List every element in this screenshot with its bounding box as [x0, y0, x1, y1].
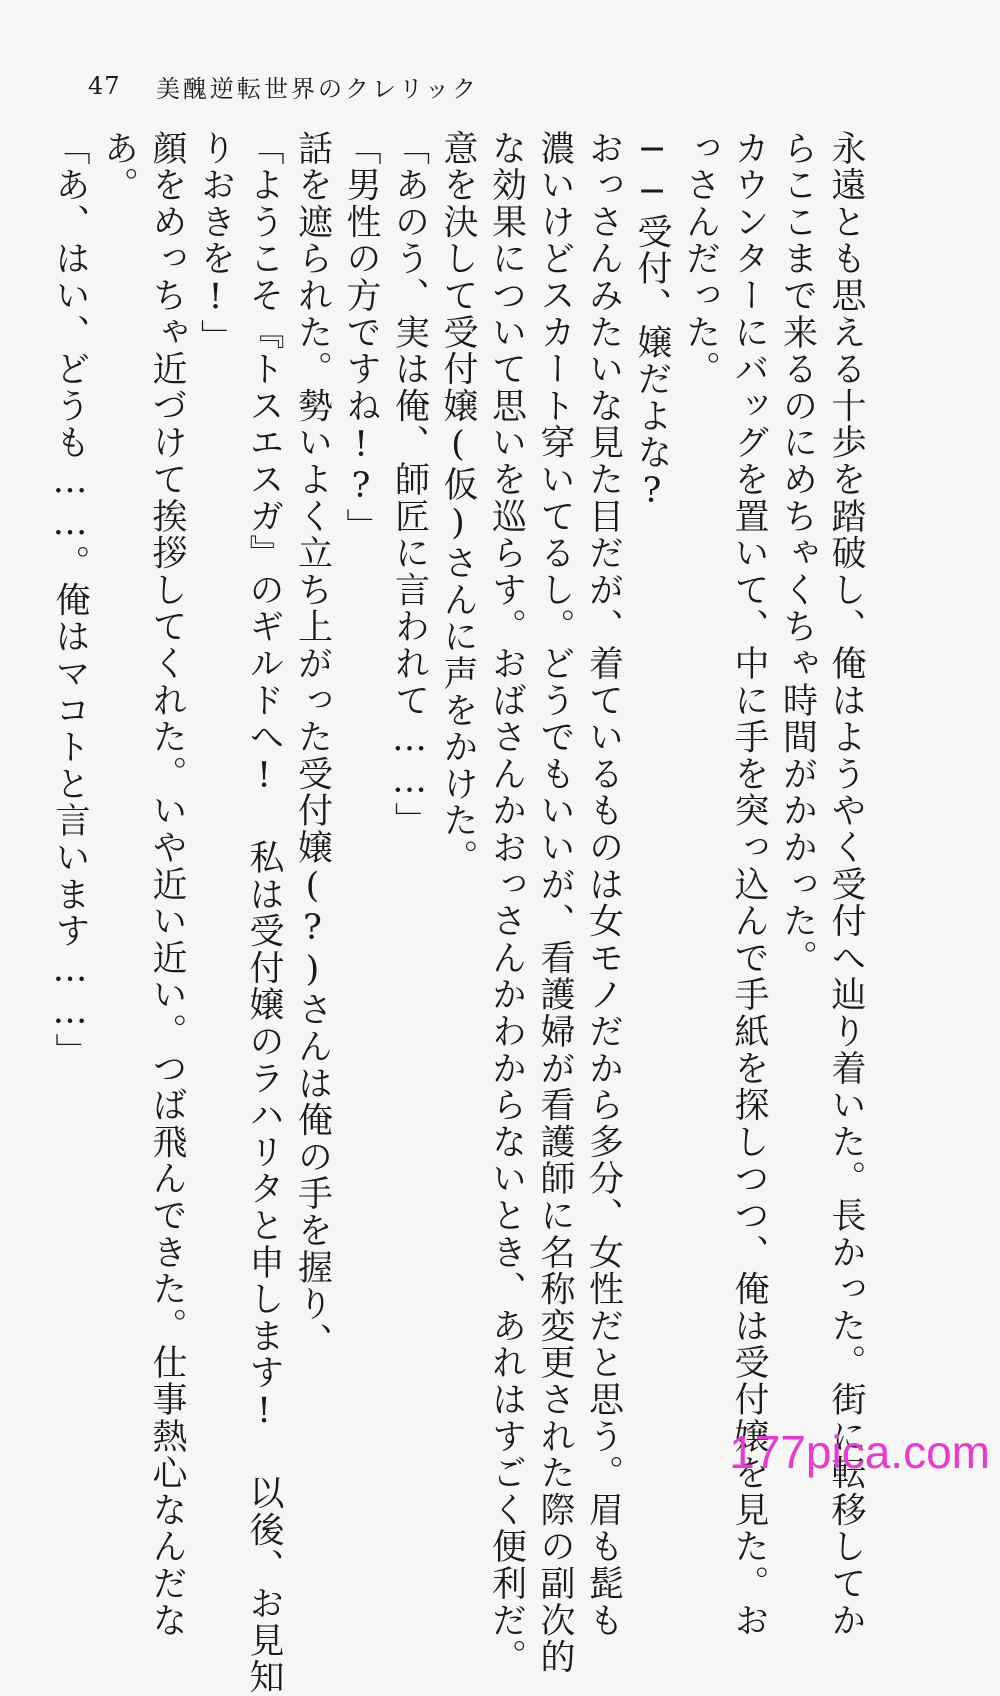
- text-line-4: っさんだった。: [680, 130, 721, 388]
- text-line-6: おっさんみたいな見た目だが、着ているものは女モノだから多分、女性だと思う。眉も髭も: [583, 130, 624, 1639]
- text-line-7: 濃いけどスカート穿いてるし。どうでもいいが、看護婦が看護師に名称変更された際の副次的: [535, 130, 575, 1676]
- text-line-10: 「あのう、実は俺、師匠に言われて……」: [389, 130, 430, 840]
- text-line-3: カウンターにバッグを置いて、中に手を突っ込んで手紙を探しつつ、俺は受付嬢を見た。お: [729, 130, 769, 1639]
- text-line-16: あ。: [98, 130, 139, 204]
- text-line-5: ──受付、嬢だよな?: [632, 130, 672, 513]
- watermark: 177pica.com: [729, 1426, 990, 1478]
- text-line-12: 話を遮られた。勢いよく立ち上がった受付嬢(?)さんは俺の手を握り、: [292, 130, 333, 1360]
- text-line-13: 「ようこそ『トスエスガ』のギルドへ! 私は受付嬢のラハリタと申します! 以後、お見知: [244, 130, 284, 1696]
- text-line-9: 意を決して受付嬢(仮)さんに声をかけた。: [438, 130, 478, 876]
- text-line-2: らここまで来るのにめちゃくちゃ時間がかかった。: [777, 130, 818, 977]
- text-line-11: 「男性の方ですね!?」: [341, 130, 381, 545]
- text-line-14: りおきを!」: [195, 130, 236, 356]
- text-line-1: 永遠とも思える十歩を踏破し、俺はようやく受付へ辿り着いた。長かった。街に転移してか: [826, 130, 866, 1639]
- book-title: 美醜逆転世界のクレリック: [156, 74, 480, 103]
- text-line-8: な効果について思いを巡らす。おばさんかおっさんかわからないとき、あれはすごく便利だ。: [486, 130, 527, 1676]
- page-header: [88, 66, 648, 106]
- page-number: 47: [88, 72, 121, 100]
- text-line-17: 「あ、はい、どうも……。俺はマコトと言います……」: [50, 130, 90, 1070]
- text-line-15: 顔をめっちゃ近づけて挨拶してくれた。いや近い近い。つば飛んできた。仕事熱心なんだな: [147, 130, 187, 1639]
